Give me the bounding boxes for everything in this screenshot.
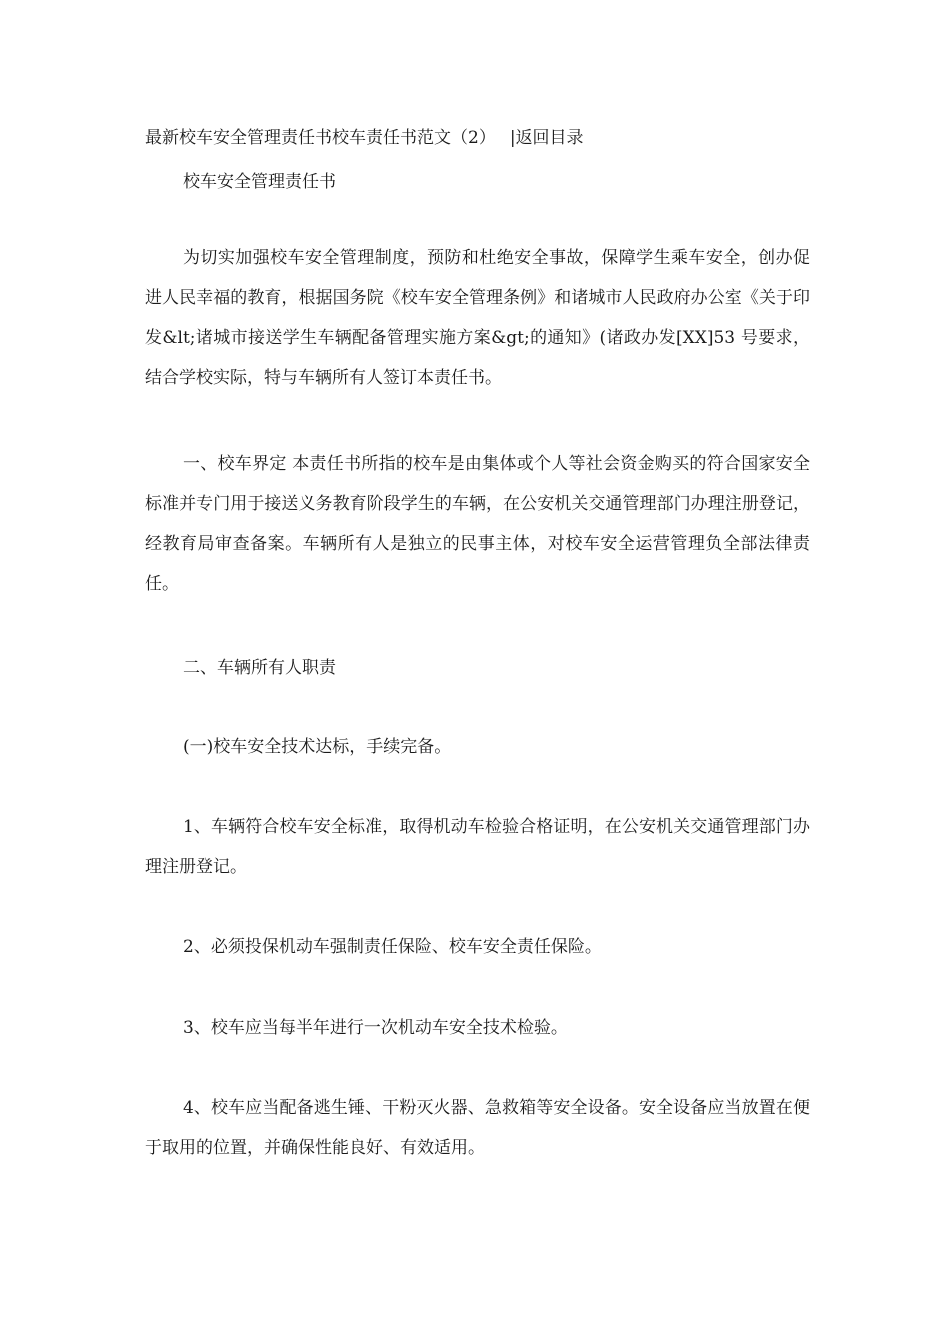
document-subtitle: 校车安全管理责任书 <box>183 172 336 192</box>
document-header <box>145 127 584 149</box>
return-to-contents-link[interactable]: 返回目录 <box>515 128 584 148</box>
subsection-heading-technical: (一)校车安全技术达标，手续完备。 <box>183 737 452 757</box>
list-item: 1、车辆符合校车安全标准，取得机动车检验合格证明，在公安机关交通管理部门办理注册登记。 <box>145 817 810 877</box>
list-item: 2、必须投保机动车强制责任保险、校车安全责任保险。 <box>183 937 602 957</box>
intro-paragraph: 为切实加强校车安全管理制度，预防和杜绝安全事故，保障学生乘车安全，创办促进人民幸福的教育，根据国务院《校车安全管理条例》和诸城市人民政府办公室《关于印发&lt;诸城市接送学生车辆配备管理实施方案&gt;的通知》(诸政办发[XX]53 号要求，结合学校实际，特与车辆所有人签订本责任书。 <box>145 248 810 388</box>
section-heading-owner-duties: 二、车辆所有人职责 <box>183 658 336 678</box>
list-item: 3、校车应当每半年进行一次机动车安全技术检验。 <box>183 1018 568 1038</box>
header-separator: | <box>509 128 516 148</box>
document-title: 最新校车安全管理责任书校车责任书范文（2） <box>145 128 496 148</box>
definition-paragraph: 一、校车界定 本责任书所指的校车是由集体或个人等社会资金购买的符合国家安全标准并专门用于接送义务教育阶段学生的车辆，在公安机关交通管理部门办理注册登记，经教育局审查备案。车辆所有人是独立的民事主体，对校车安全运营管理负全部法律责任。 <box>145 454 810 594</box>
list-item: 4、校车应当配备逃生锤、干粉灭火器、急救箱等安全设备。安全设备应当放置在便于取用的位置，并确保性能良好、有效适用。 <box>145 1098 810 1158</box>
